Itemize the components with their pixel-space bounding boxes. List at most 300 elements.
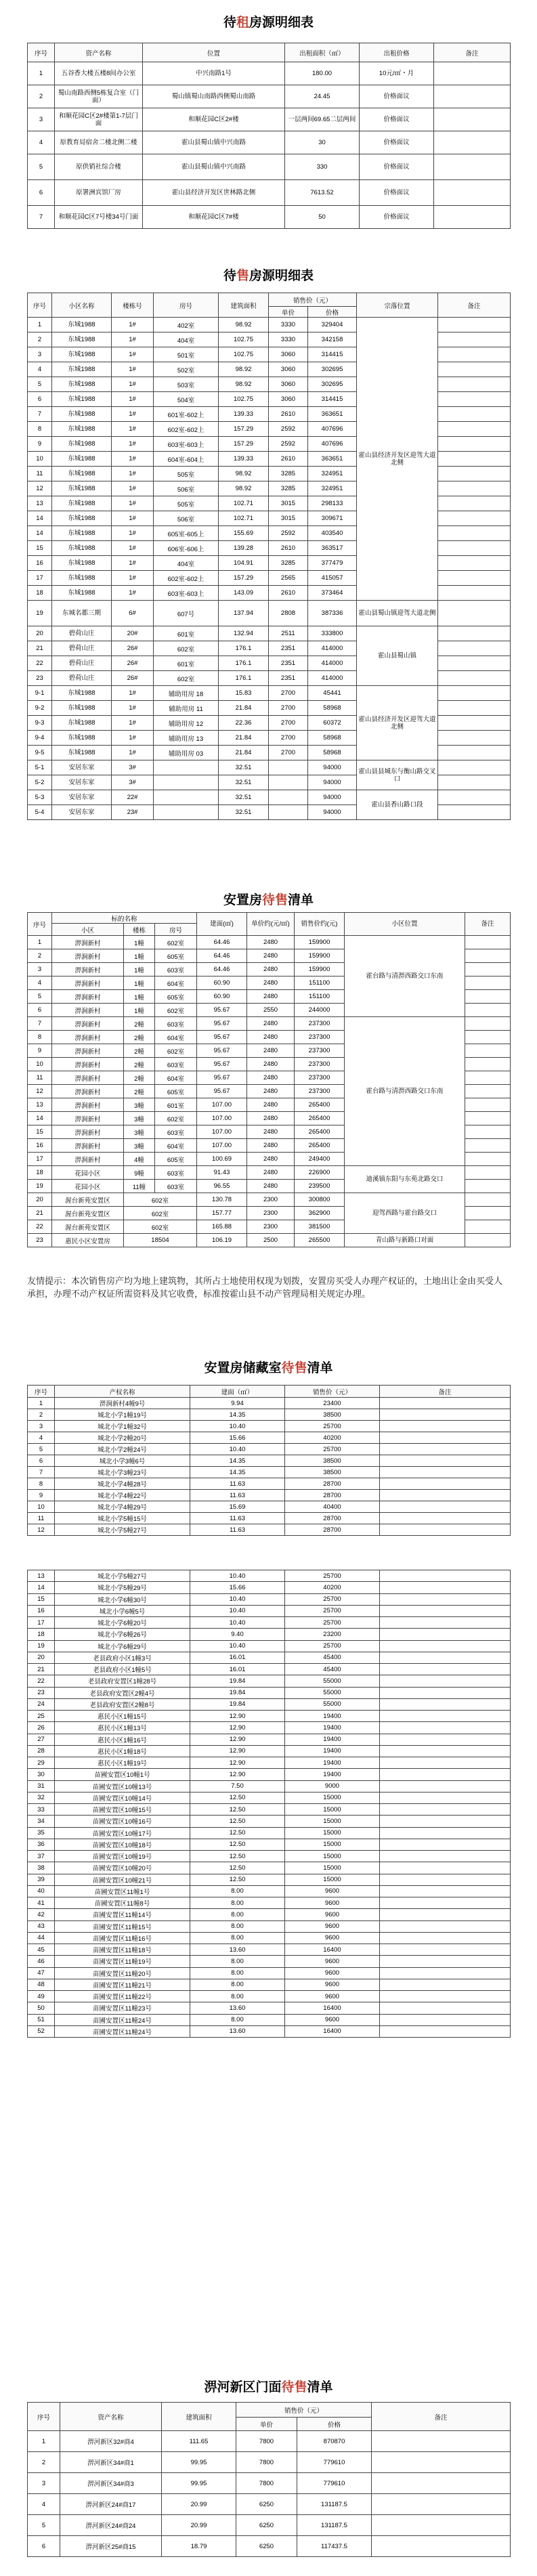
table-cell — [438, 760, 511, 775]
table-cell: 18 — [28, 1166, 52, 1180]
table-cell: 32.51 — [219, 775, 269, 790]
table-cell — [380, 1421, 511, 1432]
table-cell: 15 — [28, 1593, 55, 1605]
table-row — [28, 760, 511, 775]
table-cell — [438, 671, 511, 686]
table-cell: 6 — [28, 1455, 55, 1467]
table-cell: 城北小学1幢32号 — [55, 1421, 190, 1432]
table-row — [28, 392, 511, 407]
table-cell: 27 — [28, 1734, 55, 1745]
table-cell: 9.94 — [190, 1398, 285, 1409]
table-cell: 414000 — [308, 656, 357, 671]
table-cell: 18504 — [124, 1234, 197, 1247]
table-cell: 602室 — [155, 1004, 197, 1017]
table-cell — [465, 1166, 511, 1180]
table-cell: 604室-604上 — [154, 452, 219, 467]
shop-table-title: 淠河新区门面待售清单 — [204, 2380, 333, 2395]
table-cell: 1# — [112, 686, 154, 701]
table-cell: 10 — [28, 452, 52, 467]
table-cell: 107.00 — [197, 1139, 247, 1153]
table-cell: 13 — [28, 1570, 55, 1582]
table-row — [28, 332, 511, 347]
table-cell: 安居东家 — [52, 760, 112, 775]
table-cell: 314415 — [308, 392, 357, 407]
table-row — [28, 481, 511, 496]
table-cell: 淠河新区32#商4 — [60, 2431, 162, 2452]
table-row — [28, 1166, 511, 1180]
table-cell: 5 — [28, 2515, 60, 2536]
table-row — [28, 108, 511, 131]
table-cell: 603室-603上 — [154, 586, 219, 601]
table-cell: 城北小学6幢29号 — [55, 1640, 190, 1652]
table-cell: 94000 — [308, 805, 357, 820]
column-header: 位置 — [143, 43, 285, 62]
table-cell: 159900 — [295, 936, 345, 949]
table-cell: 14 — [28, 1582, 55, 1593]
column-header: 单价约(元/㎡) — [247, 913, 295, 936]
table-cell — [380, 1757, 511, 1769]
table-cell: 779610 — [297, 2452, 372, 2473]
table-cell — [465, 1180, 511, 1193]
table-cell: 100.69 — [197, 1153, 247, 1166]
table-cell: 604室 — [155, 1139, 197, 1153]
table-cell: 40 — [28, 1885, 55, 1897]
table-cell: 淠涧新村 — [52, 1004, 124, 1017]
table-cell: 607号 — [154, 601, 219, 626]
table-cell: 城北小学5幢27号 — [55, 1570, 190, 1582]
table-cell: 41 — [28, 1897, 55, 1909]
table-row — [28, 1827, 511, 1839]
table-cell: 95.67 — [197, 1071, 247, 1085]
table-cell: 淠涧新村 — [52, 990, 124, 1004]
shop-table — [27, 2402, 511, 2557]
table-cell: 19400 — [285, 1711, 380, 1722]
table-cell: 老县政府安置区1幢28号 — [55, 1675, 190, 1687]
table-cell — [269, 790, 308, 805]
table-cell: 12.50 — [190, 1839, 285, 1850]
storage-table-part-2 — [27, 1570, 511, 2038]
table-cell: 东城1988 — [52, 701, 112, 716]
table-cell: 180.00 — [285, 62, 360, 85]
table-cell — [465, 976, 511, 990]
table-cell: 237300 — [295, 1085, 345, 1098]
table-row — [28, 1874, 511, 1885]
table-cell: 1# — [112, 731, 154, 746]
table-cell: 苗圃安置区10幢19号 — [55, 1851, 190, 1862]
table-cell: 惠民小区安置房 — [52, 1234, 124, 1247]
table-cell: 19400 — [285, 1734, 380, 1745]
table-cell: 602室-602上 — [154, 422, 219, 437]
table-cell: 碧荷山庄 — [52, 641, 112, 656]
table-cell: 1# — [112, 496, 154, 511]
table-cell: 苗圃安置区10幢13号 — [55, 1780, 190, 1792]
table-cell: 26# — [112, 656, 154, 671]
table-row — [28, 1804, 511, 1816]
table-cell: 21 — [28, 1664, 55, 1675]
table-row — [28, 1398, 511, 1409]
table-cell: 东城1988 — [52, 422, 112, 437]
table-cell: 11 — [28, 467, 52, 481]
table-cell: 17 — [28, 1153, 52, 1166]
table-cell: 602室 — [124, 1207, 197, 1220]
table-row — [28, 686, 511, 701]
location-cell: 青山路与新路口对面 — [345, 1234, 465, 1247]
table-cell: 29 — [28, 1757, 55, 1769]
table-cell — [380, 1513, 511, 1524]
table-cell: 151100 — [295, 976, 345, 990]
table-cell: 329404 — [308, 318, 357, 332]
table-cell: 2480 — [247, 963, 295, 976]
table-row — [28, 571, 511, 586]
table-cell: 淠河新区25#商15 — [60, 2536, 162, 2557]
table-cell: 东城1988 — [52, 511, 112, 526]
table-cell: 安居东家 — [52, 775, 112, 790]
table-cell: 18 — [28, 1629, 55, 1640]
column-header: 小区 — [52, 924, 124, 936]
table-cell: 东城1988 — [52, 586, 112, 601]
table-cell: 9-4 — [28, 731, 52, 746]
table-cell: 24.45 — [285, 85, 360, 108]
table-cell: 45400 — [285, 1664, 380, 1675]
table-cell: 501室 — [154, 347, 219, 362]
table-cell: 407696 — [308, 437, 357, 452]
table-cell: 1 — [28, 1398, 55, 1409]
table-cell: 28700 — [285, 1490, 380, 1501]
table-cell: 2480 — [247, 1166, 295, 1180]
table-cell: 淠涧新村 — [52, 1112, 124, 1125]
table-cell: 8.00 — [190, 1885, 285, 1897]
table-row — [28, 1991, 511, 2002]
table-cell — [434, 206, 511, 229]
table-cell: 22# — [112, 790, 154, 805]
table-cell — [380, 1932, 511, 1944]
table-cell — [380, 1909, 511, 1920]
table-cell — [380, 1652, 511, 1663]
table-cell — [380, 2025, 511, 2037]
table-cell: 10.40 — [190, 1570, 285, 1582]
column-header: 建筑面积 — [219, 293, 269, 318]
table-row — [28, 1967, 511, 1979]
table-cell — [465, 1085, 511, 1098]
table-cell: 60372 — [308, 716, 357, 731]
table-cell: 10.40 — [190, 1593, 285, 1605]
table-cell: 2 — [28, 949, 52, 963]
table-cell — [380, 1711, 511, 1722]
table-cell: 苗圃安置区11幢1号 — [55, 1885, 190, 1897]
table-cell: 21 — [28, 1207, 52, 1220]
table-cell — [438, 790, 511, 805]
location-cell: 霍山县蜀山镇迎驾大道北侧 — [357, 601, 438, 626]
table-cell: 花园小区 — [52, 1180, 124, 1193]
table-cell: 12.50 — [190, 1804, 285, 1816]
table-cell: 2300 — [247, 1207, 295, 1220]
table-cell: 2700 — [269, 731, 308, 746]
table-row — [28, 2403, 511, 2418]
table-cell: 12.90 — [190, 1711, 285, 1722]
table-cell: 23 — [28, 1234, 52, 1247]
table-cell — [372, 2494, 511, 2515]
table-cell: 42 — [28, 1909, 55, 1920]
table-cell: 苗圃安置区10幢14号 — [55, 1792, 190, 1803]
table-cell — [438, 318, 511, 332]
table-cell: 城北小学4幢28号 — [55, 1478, 190, 1490]
table-cell: 淠涧新村 — [52, 1017, 124, 1031]
table-row — [28, 790, 511, 805]
table-cell: 10元/㎡・月 — [360, 62, 434, 85]
table-cell: 原供销社综合楼 — [55, 154, 143, 180]
table-cell: 蜀山南路西侧5栋复合室（门面） — [55, 85, 143, 108]
table-cell: 3# — [112, 760, 154, 775]
table-row — [28, 716, 511, 731]
table-cell: 139.33 — [219, 407, 269, 422]
table-cell: 3幢 — [124, 1112, 155, 1125]
location-cell: 霍山县香山路口段 — [357, 790, 438, 820]
table-cell: 502室 — [154, 362, 219, 377]
table-cell: 19400 — [285, 1769, 380, 1780]
table-cell: 4 — [28, 2494, 60, 2515]
table-cell: 3幢 — [124, 1125, 155, 1139]
table-cell: 2480 — [247, 936, 295, 949]
table-cell: 16 — [28, 1139, 52, 1153]
table-cell: 3 — [28, 1421, 55, 1432]
table-row — [28, 1467, 511, 1478]
table-row — [28, 775, 511, 790]
table-cell — [465, 1031, 511, 1044]
table-row — [28, 731, 511, 746]
table-cell: 237300 — [295, 1044, 345, 1058]
table-cell: 102.71 — [219, 496, 269, 511]
table-cell: 苗圃安置区11幢21号 — [55, 1979, 190, 1990]
table-cell — [380, 1792, 511, 1803]
table-cell: 17 — [28, 1617, 55, 1629]
table-cell: 373464 — [308, 586, 357, 601]
table-cell: 15 — [28, 541, 52, 556]
table-cell — [380, 1897, 511, 1909]
table-cell — [380, 1862, 511, 1874]
table-cell: 49 — [28, 1991, 55, 2002]
table-cell: 2700 — [269, 701, 308, 716]
table-cell: 404室 — [154, 332, 219, 347]
table-row — [28, 1745, 511, 1757]
table-cell — [380, 1816, 511, 1827]
table-row — [28, 1979, 511, 1990]
column-header: 小区名称 — [52, 293, 112, 318]
table-cell: 38500 — [285, 1455, 380, 1467]
table-cell: 1# — [112, 392, 154, 407]
table-cell — [438, 716, 511, 731]
table-cell: 辅助用房 03 — [154, 746, 219, 760]
table-cell: 2 — [28, 1409, 55, 1421]
table-cell: 2351 — [269, 671, 308, 686]
table-cell: 1 — [28, 318, 52, 332]
table-cell: 157.29 — [219, 422, 269, 437]
table-cell: 13.60 — [190, 2025, 285, 2037]
table-cell: 237300 — [295, 1058, 345, 1071]
table-cell — [465, 990, 511, 1004]
table-cell: 8.00 — [190, 1909, 285, 1920]
table-cell — [154, 805, 219, 820]
table-cell: 107.00 — [197, 1112, 247, 1125]
location-cell: 霍台路与清淠西路交口东南 — [345, 936, 465, 1017]
location-cell: 霍山县县城东与衡山路交叉口 — [357, 760, 438, 790]
table-cell: 34 — [28, 1816, 55, 1827]
table-cell: 13.60 — [190, 1944, 285, 1956]
table-cell: 3330 — [269, 318, 308, 332]
table-cell: 7800 — [236, 2473, 297, 2494]
table-cell: 9.40 — [190, 1629, 285, 1640]
table-cell — [269, 805, 308, 820]
sale-table — [27, 293, 511, 820]
table-cell: 2610 — [269, 407, 308, 422]
table-cell — [154, 760, 219, 775]
table-cell: 157.29 — [219, 437, 269, 452]
table-row — [28, 2473, 511, 2494]
table-cell — [465, 1017, 511, 1031]
table-cell: 苗圃安置区10幢15号 — [55, 1804, 190, 1816]
table-row — [28, 1593, 511, 1605]
table-row — [28, 1455, 511, 1467]
table-cell: 老县政府安置区2幢4号 — [55, 1687, 190, 1698]
table-cell: 5 — [28, 377, 52, 392]
table-row — [28, 1839, 511, 1850]
table-cell — [438, 626, 511, 641]
table-cell: 淠涧新村 — [52, 1139, 124, 1153]
table-cell: 2300 — [247, 1220, 295, 1234]
table-cell: 6250 — [236, 2536, 297, 2557]
table-cell: 2 — [28, 85, 55, 108]
table-cell — [465, 1234, 511, 1247]
table-cell: 9000 — [285, 1780, 380, 1792]
table-cell: 21.84 — [219, 746, 269, 760]
table-cell — [465, 1098, 511, 1112]
table-cell: 20 — [28, 1193, 52, 1207]
table-cell: 和顺花园C区2#楼 — [143, 108, 285, 131]
table-cell: 19400 — [285, 1722, 380, 1734]
table-cell: 35 — [28, 1827, 55, 1839]
table-cell: 1幢 — [124, 1004, 155, 1017]
table-cell: 1幢 — [124, 990, 155, 1004]
table-cell — [465, 1058, 511, 1071]
table-cell: 24 — [28, 1698, 55, 1710]
table-cell: 605室 — [155, 1085, 197, 1098]
table-cell: 6250 — [236, 2494, 297, 2515]
table-cell: 1# — [112, 437, 154, 452]
column-header: 建面（㎡） — [190, 1386, 285, 1398]
table-cell: 东城1988 — [52, 392, 112, 407]
table-cell: 2550 — [247, 1004, 295, 1017]
table-cell: 安居东家 — [52, 805, 112, 820]
table-cell: 惠民小区1幢18号 — [55, 1745, 190, 1757]
table-cell: 2592 — [269, 422, 308, 437]
table-cell: 1# — [112, 452, 154, 467]
table-cell — [465, 949, 511, 963]
table-cell: 363517 — [308, 541, 357, 556]
table-cell: 一层两间69.65二层两间 — [285, 108, 360, 131]
table-cell: 5 — [28, 990, 52, 1004]
table-cell: 东城1988 — [52, 318, 112, 332]
table-cell: 132.94 — [219, 626, 269, 641]
table-cell: 14 — [28, 1112, 52, 1125]
table-cell: 165.88 — [197, 1220, 247, 1234]
table-cell: 3幢 — [124, 1139, 155, 1153]
table-cell — [380, 1885, 511, 1897]
table-cell: 22 — [28, 656, 52, 671]
table-cell: 5-3 — [28, 790, 52, 805]
table-cell: 505室 — [154, 467, 219, 481]
table-cell: 102.75 — [219, 392, 269, 407]
table-cell — [380, 1467, 511, 1478]
table-row — [28, 511, 511, 526]
table-cell — [438, 541, 511, 556]
table-cell: 10.40 — [190, 1617, 285, 1629]
table-cell: 苗圃安置区11幢24号 — [55, 2014, 190, 2025]
table-cell — [438, 731, 511, 746]
table-cell — [438, 805, 511, 820]
table-row — [28, 746, 511, 760]
table-row — [28, 1524, 511, 1536]
table-cell: 60.90 — [197, 976, 247, 990]
table-cell — [465, 963, 511, 976]
table-cell: 11 — [28, 1513, 55, 1524]
table-cell: 苗圃安置区10幢17号 — [55, 1827, 190, 1839]
table-cell: 102.75 — [219, 347, 269, 362]
table-cell — [380, 1687, 511, 1698]
table-cell: 淠涧新村 — [52, 1071, 124, 1085]
table-cell: 1# — [112, 571, 154, 586]
table-cell: 9-1 — [28, 686, 52, 701]
table-cell: 52 — [28, 2025, 55, 2037]
table-cell: 19.84 — [190, 1675, 285, 1687]
table-row — [28, 1234, 511, 1247]
table-cell: 14.35 — [190, 1467, 285, 1478]
column-header: 单价 — [269, 307, 308, 318]
table-cell: 2480 — [247, 1044, 295, 1058]
table-cell: 东城1988 — [52, 437, 112, 452]
table-cell — [434, 154, 511, 180]
table-cell: 265400 — [295, 1112, 345, 1125]
table-cell: 2幢 — [124, 1017, 155, 1031]
table-cell: 苗圃安置区11幢8号 — [55, 1897, 190, 1909]
table-cell: 和顺花园C区7号楼34号门面 — [55, 206, 143, 229]
table-row — [28, 362, 511, 377]
table-cell: 95.67 — [197, 1044, 247, 1058]
table-cell: 98.92 — [219, 377, 269, 392]
table-row — [28, 85, 511, 108]
table-cell: 381500 — [295, 1220, 345, 1234]
table-row — [28, 437, 511, 452]
column-header: 序号 — [28, 293, 52, 318]
table-cell: 3060 — [269, 377, 308, 392]
table-cell: 12.50 — [190, 1827, 285, 1839]
column-header: 出租价格 — [360, 43, 434, 62]
table-cell: 10.40 — [190, 1640, 285, 1652]
column-header: 资产名称 — [60, 2403, 162, 2431]
table-cell: 9-2 — [28, 701, 52, 716]
table-cell — [380, 1455, 511, 1467]
table-cell — [438, 392, 511, 407]
table-cell — [438, 332, 511, 347]
table-cell: 32.51 — [219, 790, 269, 805]
table-cell: 601室 — [154, 656, 219, 671]
table-cell: 15.83 — [219, 686, 269, 701]
table-cell: 12.90 — [190, 1734, 285, 1745]
table-cell: 14.35 — [190, 1455, 285, 1467]
table-cell: 44 — [28, 1932, 55, 1944]
table-cell — [465, 1004, 511, 1017]
table-cell: 58968 — [308, 731, 357, 746]
table-cell: 21.84 — [219, 701, 269, 716]
table-cell: 32.51 — [219, 760, 269, 775]
